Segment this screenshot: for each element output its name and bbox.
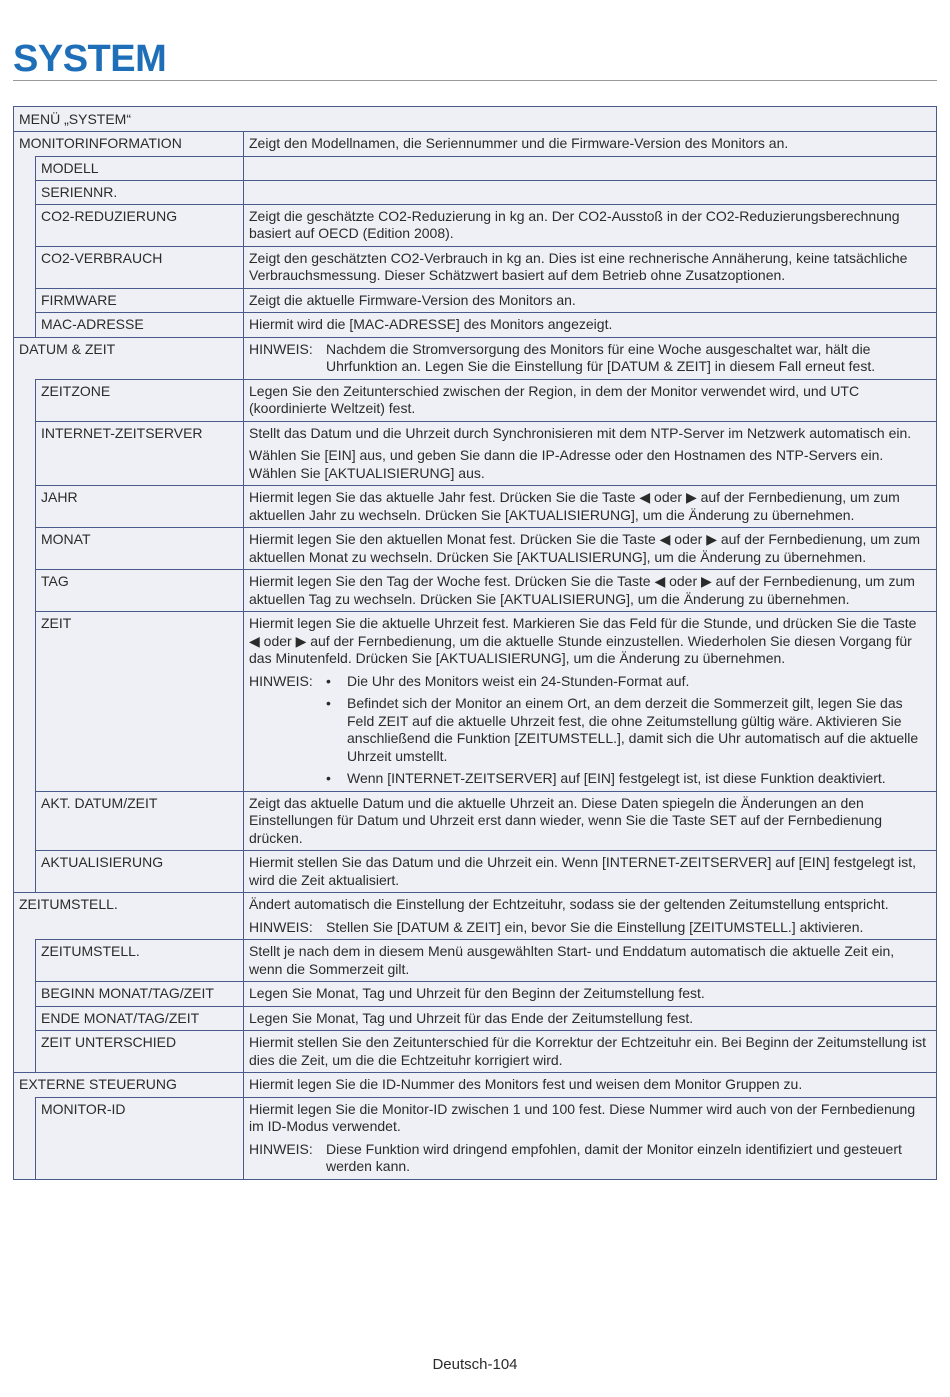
sub-item-label: JAHR: [36, 485, 244, 527]
indent-cell: [14, 981, 36, 1006]
group-label: ZEITUMSTELL.: [14, 893, 244, 939]
description-paragraph: Hiermit stellen Sie das Datum und die Uhrzeit ein. Wenn [INTERNET-ZEITSERVER] auf [EIN] festgelegt ist, wird die Zeit aktualisiert.: [249, 854, 917, 888]
description-paragraph: Zeigt den Modellnamen, die Seriennummer und die Firmware-Version des Monitors an.: [249, 135, 789, 151]
sub-item-description: [244, 791, 936, 851]
note-label: HINWEIS:: [249, 340, 313, 357]
group-label: EXTERNE STEUERUNG: [14, 1073, 244, 1097]
indent-cell: [14, 485, 36, 527]
sub-item-description: [244, 204, 936, 246]
table-header: MENÜ „SYSTEM“: [14, 107, 936, 132]
sub-item-label: MONAT: [36, 527, 244, 569]
indent-cell: [14, 204, 36, 246]
sub-item-description: [244, 939, 936, 981]
sub-item-description: [244, 421, 936, 486]
bullet-icon: •: [326, 672, 331, 689]
description-paragraph: Legen Sie Monat, Tag und Uhrzeit für das Ende der Zeitumstellung fest.: [249, 1009, 694, 1026]
note: [249, 673, 928, 788]
description-paragraph: Wählen Sie [EIN] aus, und geben Sie dann die IP-Adresse oder den Hostnamen des NTP-Servers ein. Wählen Sie [AKTUALISIERUNG] aus.: [249, 447, 884, 481]
sub-item-description: [244, 312, 936, 337]
sub-item-label: ZEITZONE: [36, 379, 244, 421]
list-item: [326, 673, 928, 691]
sub-item-label: AKTUALISIERUNG: [36, 850, 244, 892]
bullet-icon: •: [326, 770, 331, 786]
bullet-text: Wenn [INTERNET-ZEITSERVER] auf [EIN] festgelegt ist, ist diese Funktion deaktiviert.: [347, 770, 886, 786]
note: [249, 1141, 928, 1176]
note-label: HINWEIS:: [249, 672, 313, 689]
description-paragraph: Zeigt die geschätzte CO2-Reduzierung in kg an. Der CO2-Ausstoß in der CO2-Reduzierungsberechnung basiert auf OECD (Edition 2008).: [249, 207, 900, 241]
description-paragraph: Hiermit legen Sie den Tag der Woche fest. Drücken Sie die Taste ◀ oder ▶ auf der Fernbedienung, um zum aktuellen Tag zu wechseln. Drücken Sie [AKTUALISIERUNG], um die Änderung zu übernehmen.: [249, 573, 915, 607]
sub-item-description: [244, 569, 936, 611]
sub-item-label: CO2-VERBRAUCH: [36, 246, 244, 288]
indent-cell: [14, 421, 36, 486]
note: [249, 341, 928, 376]
sub-item-label: ZEIT UNTERSCHIED: [36, 1030, 244, 1072]
bullet-text: Befindet sich der Monitor an einem Ort, an dem derzeit die Sommerzeit gilt, legen Sie das Feld ZEIT auf die aktuelle Uhrzeit fest, die ohne Zeitumstellung gültig wäre. Aktivieren Sie anschließend die Funktion [ZEITUMSTELL.], damit sich die Uhr automatisch auf die aktuelle Uhrzeit umstellt.: [347, 695, 919, 764]
description-paragraph: Hiermit legen Sie die ID-Nummer des Monitors fest und weisen dem Monitor Gruppen zu.: [249, 1076, 803, 1092]
indent-cell: [14, 156, 36, 180]
sub-item-description: [244, 1030, 936, 1072]
description-paragraph: Hiermit legen Sie die Monitor-ID zwischen 1 und 100 fest. Diese Nummer wird auch von der Fernbedienung im ID-Modus verwendet.: [249, 1100, 916, 1134]
sub-item-label: MONITOR-ID: [36, 1097, 244, 1179]
description-paragraph: Hiermit wird die [MAC-ADRESSE] des Monitors angezeigt.: [249, 316, 613, 332]
description-paragraph: Ändert automatisch die Einstellung der Echtzeituhr, sodass sie der geltenden Zeitumstellung entspricht.: [249, 896, 889, 912]
indent-cell: [14, 791, 36, 851]
menu-group: [14, 132, 936, 338]
note-bullet-list: [326, 673, 928, 788]
group-description: [244, 132, 936, 156]
menu-group: [14, 338, 936, 894]
description-paragraph: Legen Sie Monat, Tag und Uhrzeit für den Beginn der Zeitumstellung fest.: [249, 985, 705, 1001]
sub-item-label: MAC-ADRESSE: [36, 312, 244, 337]
sub-item-label: SERIENNR.: [36, 180, 244, 204]
note-text: Stellen Sie [DATUM & ZEIT] ein, bevor Sie die Einstellung [ZEITUMSTELL.] aktivieren.: [326, 918, 864, 935]
sub-item-description: [244, 379, 936, 421]
indent-cell: [14, 939, 36, 981]
indent-cell: [14, 569, 36, 611]
indent-cell: [14, 379, 36, 421]
indent-cell: [14, 312, 36, 337]
menu-group: [14, 1073, 936, 1180]
sub-item-label: BEGINN MONAT/TAG/ZEIT: [36, 981, 244, 1006]
sub-item-description: [244, 611, 936, 791]
sub-item-label: AKT. DATUM/ZEIT: [36, 791, 244, 851]
description-paragraph: Zeigt das aktuelle Datum und die aktuelle Uhrzeit an. Diese Daten spiegeln die Änderungen an den Einstellungen für Datum und Uhrzeit erst dann wieder, wenn Sie die Taste SET auf der Fernbedienung drücken.: [249, 794, 882, 846]
page-number: Deutsch-104: [432, 1356, 518, 1373]
indent-cell: [14, 611, 36, 791]
sub-item-description: [244, 1097, 936, 1179]
indent-cell: [14, 527, 36, 569]
sub-item-label: FIRMWARE: [36, 288, 244, 313]
list-item: [326, 770, 928, 788]
sub-item-label: TAG: [36, 569, 244, 611]
bullet-icon: •: [326, 695, 331, 711]
note-label: HINWEIS:: [249, 1140, 313, 1157]
bullet-text: Die Uhr des Monitors weist ein 24-Stunden-Format auf.: [347, 672, 690, 689]
menu-group: [14, 893, 936, 1073]
group-description: [244, 1073, 936, 1097]
indent-cell: [14, 288, 36, 313]
note-label: HINWEIS:: [249, 918, 313, 935]
sub-item-label: MODELL: [36, 156, 244, 180]
group-description: [244, 893, 936, 939]
description-paragraph: Stellt das Datum und die Uhrzeit durch Synchronisieren mit dem NTP-Server im Netzwerk automatisch ein.: [249, 424, 912, 441]
sub-item-label: ZEITUMSTELL.: [36, 939, 244, 981]
description-paragraph: Hiermit stellen Sie den Zeitunterschied für die Korrektur der Echtzeituhr ein. Bei Beginn der Zeitumstellung ist dies die Zeit, um die die Echtzeituhr korrigiert wird.: [249, 1034, 926, 1068]
sub-item-description: [244, 485, 936, 527]
group-description: [244, 338, 936, 379]
sub-item-description: [244, 1006, 936, 1031]
note: [249, 919, 928, 937]
description-paragraph: Hiermit legen Sie das aktuelle Jahr fest. Drücken Sie die Taste ◀ oder ▶ auf der Fernbedienung, um zum aktuellen Jahr zu wechseln. Drücken Sie [AKTUALISIERUNG], um die Änderung zu übernehmen.: [249, 489, 900, 523]
sub-item-description: [244, 180, 936, 204]
sub-item-label: ENDE MONAT/TAG/ZEIT: [36, 1006, 244, 1031]
group-label: MONITORINFORMATION: [14, 132, 244, 156]
description-paragraph: Hiermit legen Sie die aktuelle Uhrzeit fest. Markieren Sie das Feld für die Stunde, und drücken Sie die Taste ◀ oder ▶ auf der Fernbedienung, um die aktuelle Stunde einzustellen. Wiederholen Sie diesen Vorgang für das Minutenfeld. Drücken Sie [AKTUALISIERUNG], um die Änderung zu übernehmen.: [249, 615, 917, 666]
title-divider: [13, 80, 937, 81]
note-text: Diese Funktion wird dringend empfohlen, damit der Monitor einzeln identifiziert und gesteuert werden kann.: [326, 1140, 902, 1174]
system-menu-table: [13, 106, 937, 1180]
sub-item-description: [244, 246, 936, 288]
sub-item-description: [244, 850, 936, 892]
indent-cell: [14, 1030, 36, 1072]
indent-cell: [14, 246, 36, 288]
sub-item-description: [244, 527, 936, 569]
group-label: DATUM & ZEIT: [14, 338, 244, 379]
description-paragraph: Hiermit legen Sie den aktuellen Monat fest. Drücken Sie die Taste ◀ oder ▶ auf der Fernbedienung, um zum aktuellen Monat zu wechseln. Drücken Sie [AKTUALISIERUNG], um die Änderung zu übernehmen.: [249, 531, 921, 565]
indent-cell: [14, 180, 36, 204]
note-text: Nachdem die Stromversorgung des Monitors für eine Woche ausgeschaltet war, hält die Uhrfunktion an. Legen Sie die Einstellung für [DATUM & ZEIT] in diesem Fall erneut fest.: [326, 340, 876, 374]
sub-item-label: ZEIT: [36, 611, 244, 791]
sub-item-description: [244, 156, 936, 180]
description-paragraph: Zeigt den geschätzten CO2-Verbrauch in kg an. Dies ist eine rechnerische Annäherung, keine tatsächliche Verbrauchsmessung. Dieser Schätzwert basiert auf dem Betrieb ohne Zusatzoptionen.: [249, 249, 908, 283]
sub-item-label: INTERNET-ZEITSERVER: [36, 421, 244, 486]
description-paragraph: Legen Sie den Zeitunterschied zwischen der Region, in dem der Monitor verwendet wird, und UTC (koordinierte Weltzeit) fest.: [249, 382, 860, 416]
description-paragraph: Zeigt die aktuelle Firmware-Version des Monitors an.: [249, 291, 576, 308]
page-title: SYSTEM: [13, 38, 167, 80]
sub-item-label: CO2-REDUZIERUNG: [36, 204, 244, 246]
sub-item-description: [244, 288, 936, 313]
sub-item-description: [244, 981, 936, 1006]
indent-cell: [14, 1006, 36, 1031]
indent-cell: [14, 850, 36, 892]
description-paragraph: Stellt je nach dem in diesem Menü ausgewählten Start- und Enddatum automatisch die aktuelle Zeit ein, wenn die Sommerzeit gilt.: [249, 943, 895, 977]
list-item: [326, 695, 928, 765]
indent-cell: [14, 1097, 36, 1179]
